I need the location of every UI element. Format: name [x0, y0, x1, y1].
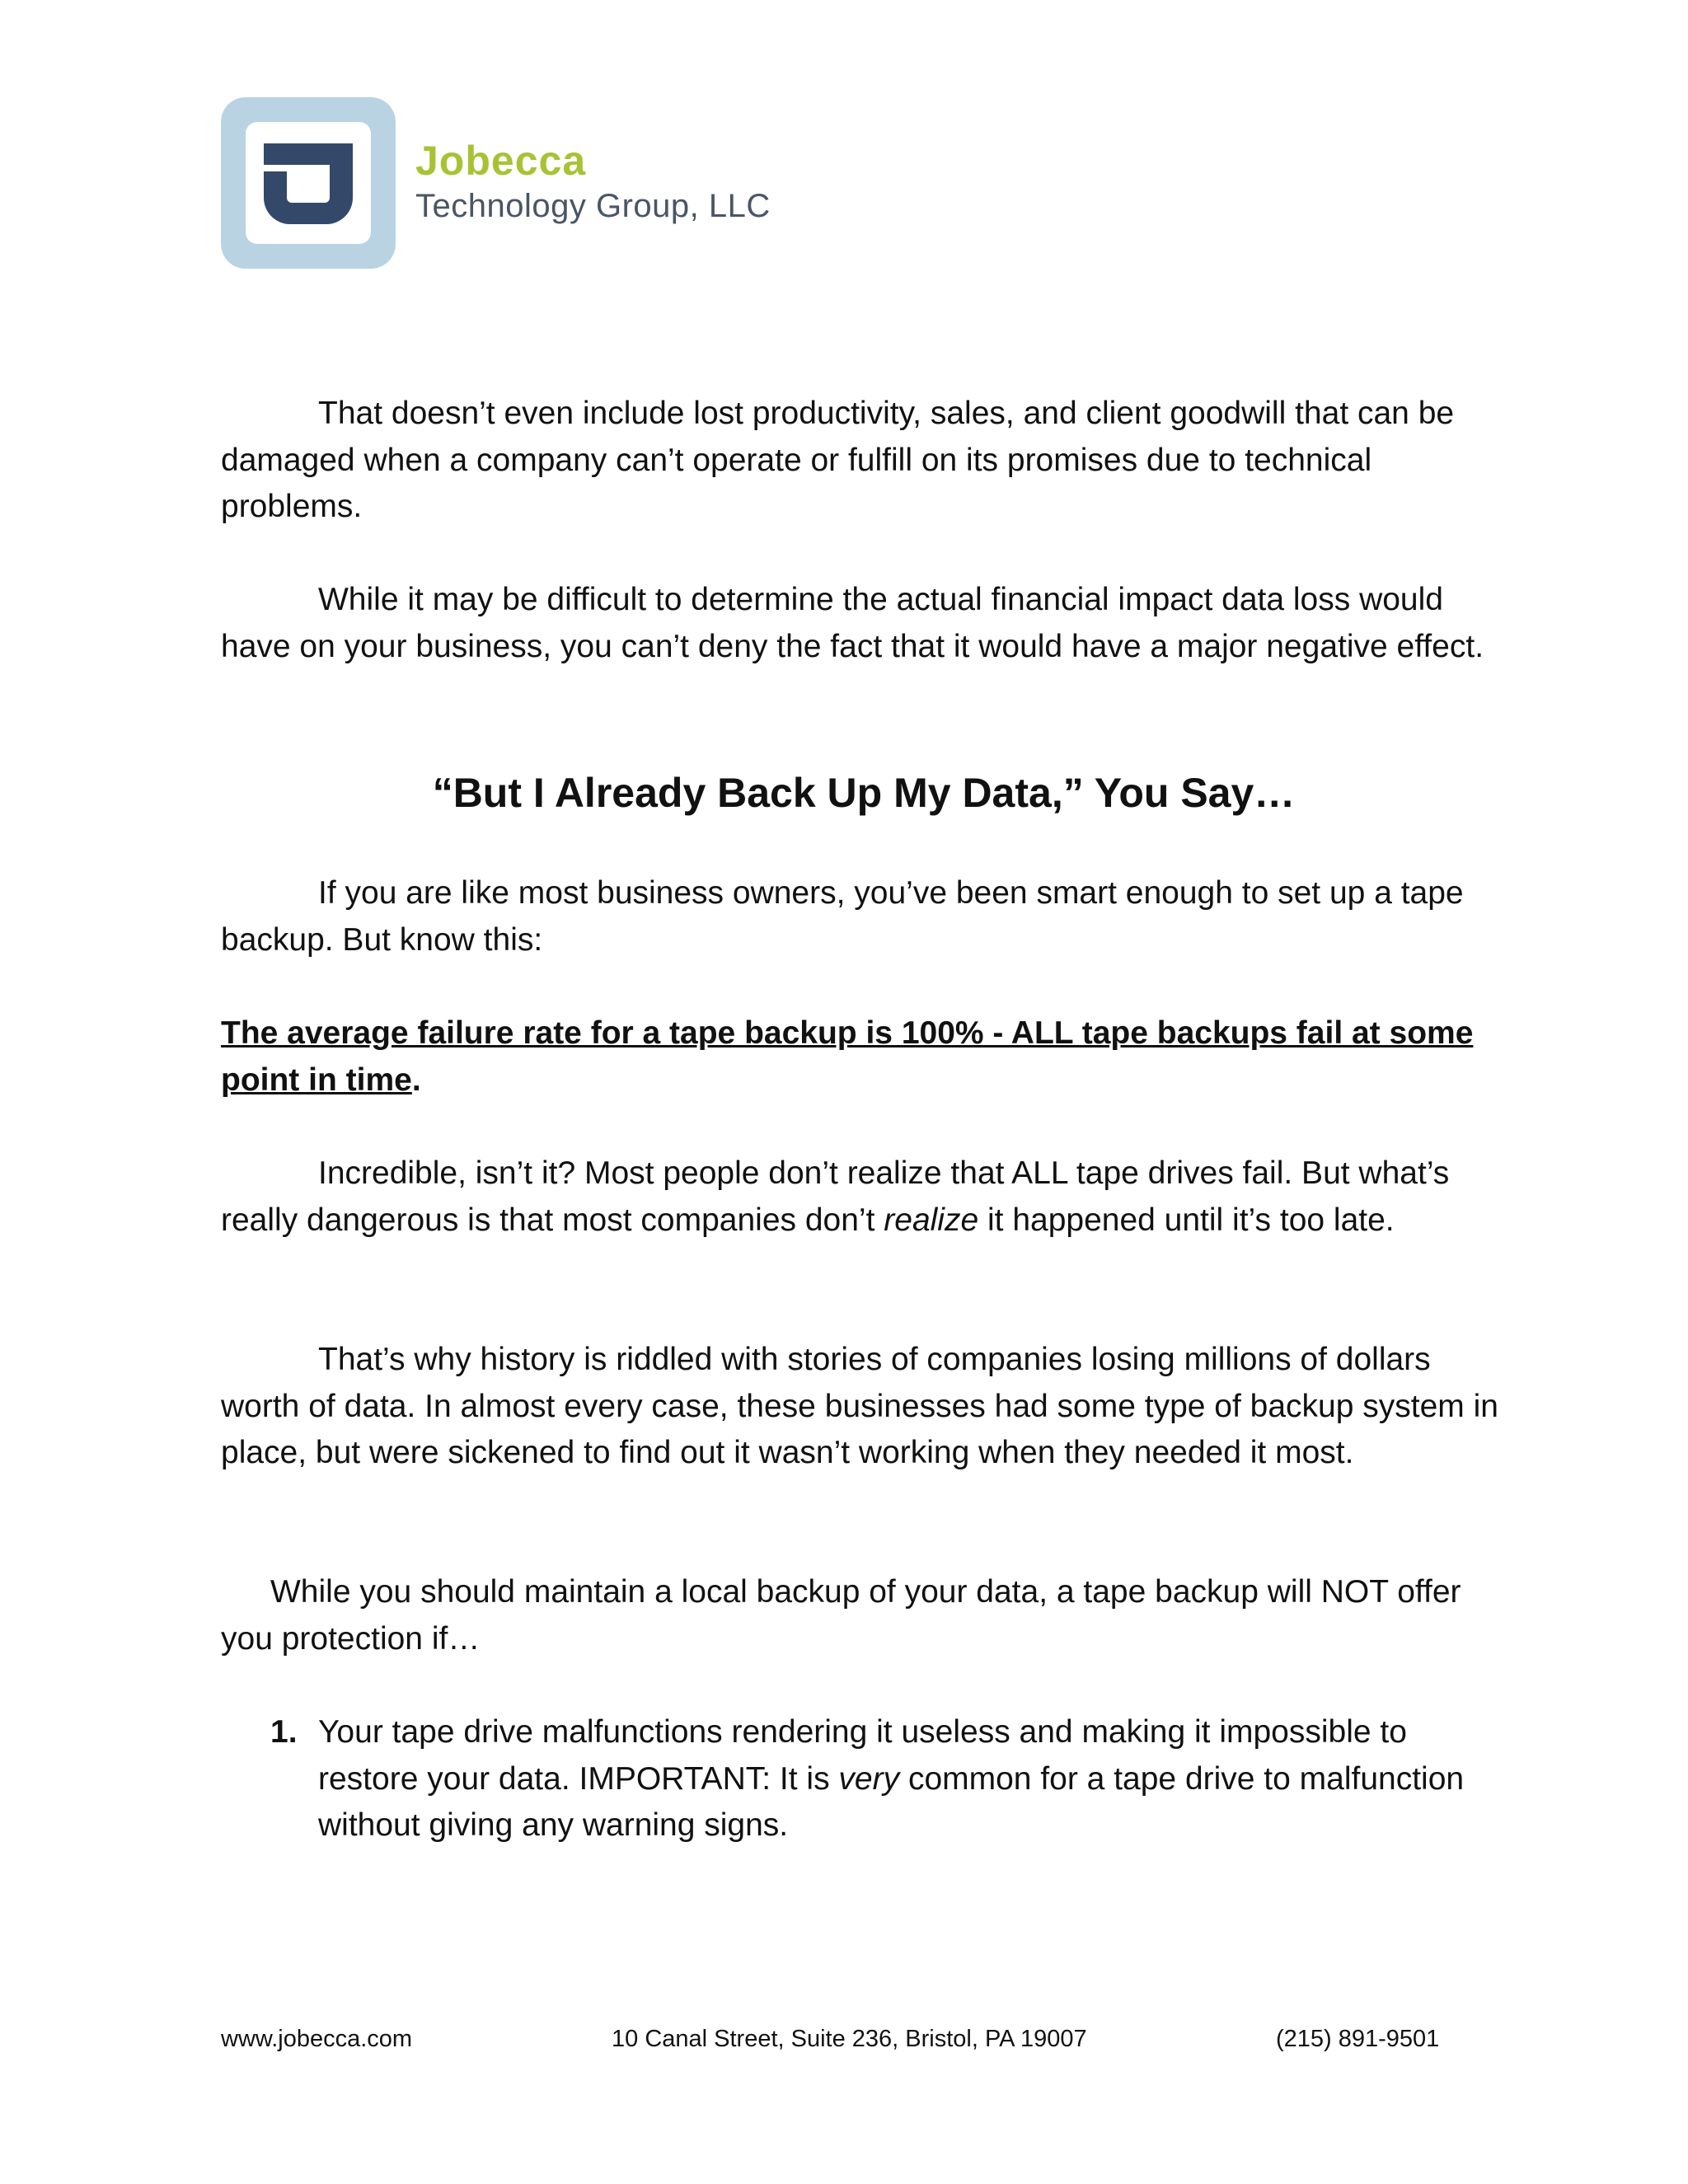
list-item-text	[318, 1709, 1505, 1849]
logo-inner	[246, 122, 371, 244]
paragraph-financial-impact: While it may be difficult to determine the actual financial impact data loss would have on your business, you can’t deny the fact that it would have a major negative effect.	[221, 582, 1484, 664]
logo-company-subtitle: Technology Group, LLC	[415, 188, 771, 224]
logo-company-name: Jobecca	[415, 138, 587, 184]
list-text-italic: very	[838, 1760, 900, 1797]
incredible-italic: realize	[884, 1202, 979, 1238]
company-logo	[221, 97, 781, 270]
failure-rate-period: .	[411, 1062, 421, 1098]
incredible-text-b: it happened until it’s too late.	[978, 1202, 1395, 1238]
paragraph-history: That’s why history is riddled with stories of companies losing millions of dollars worth of data. In almost every case, these businesses had some type of backup system in place, but were sickened to find out it wasn’t working when they needed it most.	[221, 1342, 1498, 1470]
paragraph-failure-rate	[221, 1010, 1507, 1104]
list-item-number: 1.	[270, 1714, 298, 1750]
footer-address: 10 Canal Street, Suite 236, Bristol, PA 19007	[612, 2026, 1087, 2052]
paragraph-incredible	[221, 1151, 1507, 1244]
paragraph-local-backup: While you should maintain a local backup of your data, a tape backup will NOT offer you protection if…	[221, 1574, 1461, 1657]
paragraph-lost-productivity: That doesn’t even include lost productivity, sales, and client goodwill that can be damaged when a company can’t operate or fulfill on its promises due to technical problems.	[221, 396, 1455, 524]
incredible-text-a: Incredible, isn’t it? Most people don’t realize that ALL tape drives fail. But what’s really dangerous is that most companies don’t	[221, 1155, 1450, 1238]
failure-rate-underlined: The average failure rate for a tape backup is 100% - ALL tape backups fail at some point in time	[221, 1015, 1474, 1098]
footer-phone: (215) 891-9501	[1276, 2026, 1440, 2052]
list-text-b: common for a tape drive to malfunction without giving any warning signs.	[318, 1760, 1465, 1843]
list-text-a: Your tape drive malfunctions rendering it useless and making it impossible to restore your data. IMPORTANT: It is	[318, 1714, 1407, 1797]
logo-j-icon	[246, 122, 371, 244]
logo-mark	[221, 97, 396, 269]
footer-website: www.jobecca.com	[221, 2026, 413, 2052]
paragraph-tape-backup: If you are like most business owners, you’ve been smart enough to set up a tape backup. But know this:	[221, 875, 1464, 958]
section-heading: “But I Already Back Up My Data,” You Say…	[432, 770, 1296, 816]
